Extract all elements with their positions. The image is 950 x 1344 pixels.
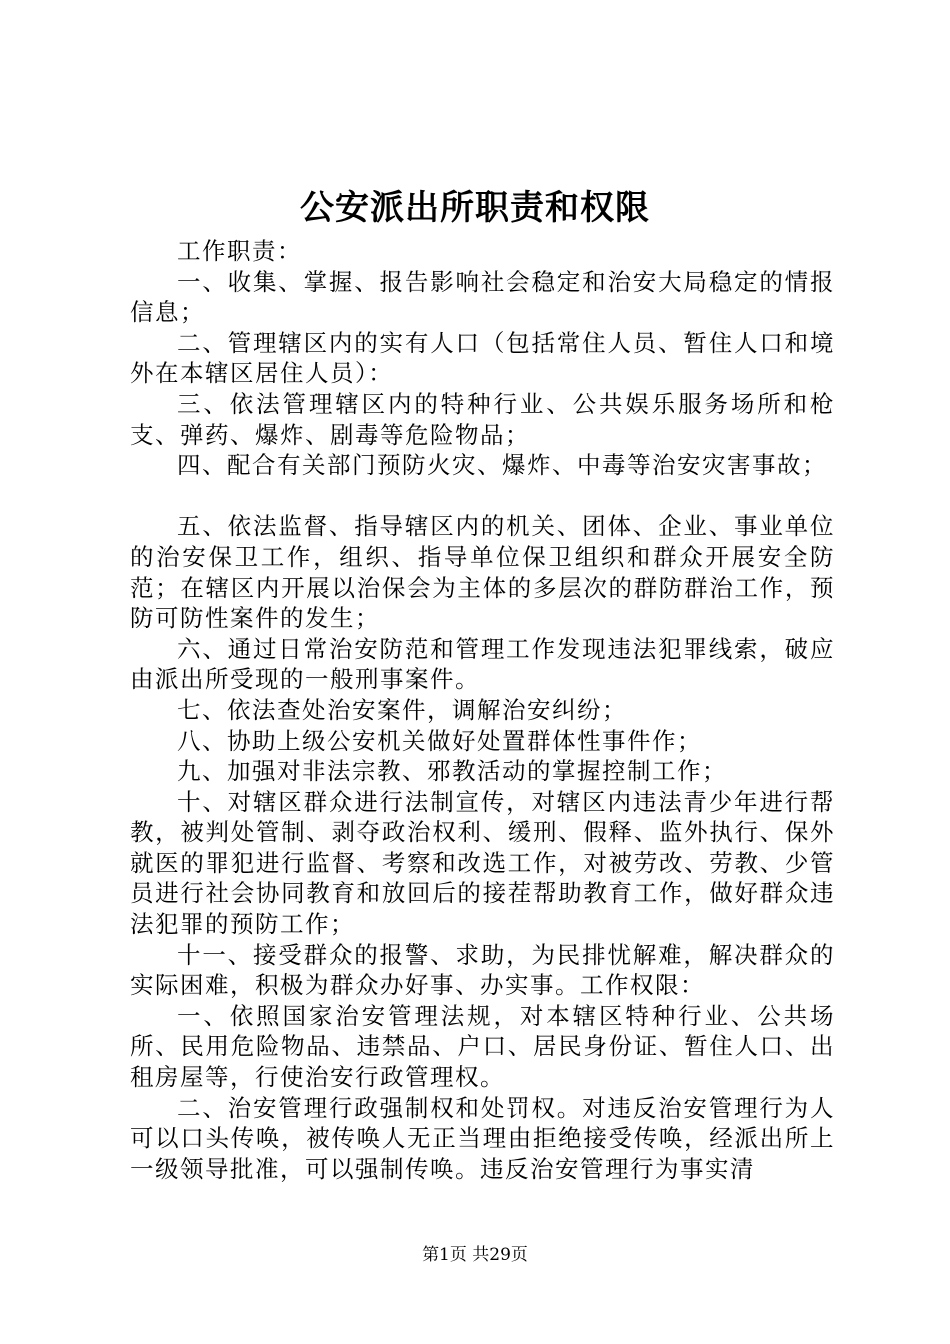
- paragraph-duty-6: 六、通过日常治安防范和管理工作发现违法犯罪线索，破应由派出所受现的一般刑事案件。: [130, 634, 835, 694]
- paragraph-duty-2: 二、管理辖区内的实有人口（包括常住人员、暂住人口和境外在本辖区居住人员）：: [130, 328, 835, 388]
- paragraph-duty-11: 十一、接受群众的报警、求助，为民排忧解难，解决群众的实际困难，积极为群众办好事、办实事。工作权限：: [130, 940, 835, 1000]
- document-title: 公安派出所职责和权限: [300, 188, 650, 228]
- paragraph-duty-10: 十、对辖区群众进行法制宣传，对辖区内违法青少年进行帮教，被判处管制、剥夺政治权利、缓刑、假释、监外执行、保外就医的罪犯进行监督、考察和改选工作，对被劳改、劳教、少管员进行社会协同教育和放回后的接茬帮助教育工作，做好群众违法犯罪的预防工作；: [130, 787, 835, 939]
- paragraph-duties-heading: 工作职责：: [177, 237, 302, 265]
- paragraph-duty-5: 五、依法监督、指导辖区内的机关、团体、企业、事业单位的治安保卫工作，组织、指导单位保卫组织和群众开展安全防范；在辖区内开展以治保会为主体的多层次的群防群治工作，预防可防性案件的发生；: [130, 512, 835, 633]
- paragraph-duty-9: 九、加强对非法宗教、邪教活动的掌握控制工作；: [177, 757, 727, 786]
- page-number-footer: 第1页 共29页: [422, 1245, 528, 1265]
- paragraph-duty-4: 四、配合有关部门预防火灾、爆炸、中毒等治安灾害事故；: [177, 451, 827, 480]
- document-body: [130, 236, 835, 1184]
- paragraph-duty-3: 三、依法管理辖区内的特种行业、公共娱乐服务场所和枪支、弹药、爆炸、剧毒等危险物品；: [130, 389, 835, 449]
- paragraph-duty-8: 八、协助上级公安机关做好处置群体性事件作；: [177, 726, 702, 755]
- paragraph-power-2: 二、治安管理行政强制权和处罚权。对违反治安管理行为人可以口头传唤，被传唤人无正当理由拒绝接受传唤，经派出所上一级领导批准，可以强制传唤。违反治安管理行为事实清: [130, 1093, 835, 1183]
- paragraph-duty-7: 七、依法查处治安案件，调解治安纠纷；: [177, 695, 627, 724]
- paragraph-power-1: 一、依照国家治安管理法规，对本辖区特种行业、公共场所、民用危险物品、违禁品、户口、居民身份证、暂住人口、出租房屋等，行使治安行政管理权。: [130, 1001, 835, 1092]
- paragraph-duty-1: 一、收集、掌握、报告影响社会稳定和治安大局稳定的情报信息；: [130, 267, 835, 327]
